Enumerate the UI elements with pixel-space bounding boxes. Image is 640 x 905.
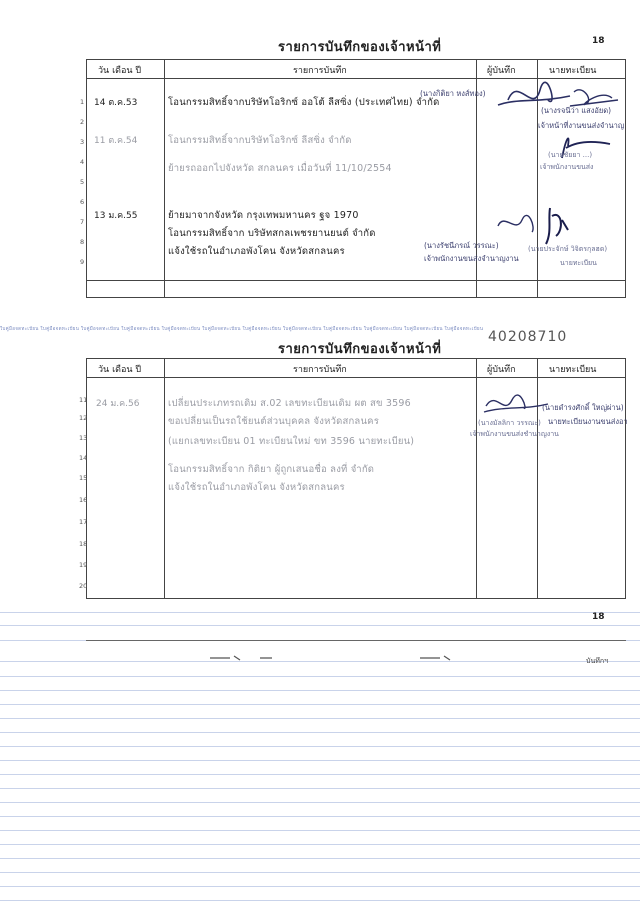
page-title: รายการบันทึกของเจ้าหน้าที่ [278, 342, 442, 357]
signature-title: เจ้าหน้าที่งานขนส่งจำนาญ [538, 121, 625, 130]
signature-name: (นายประจักษ์ วิจิตรกุลฮด) [528, 245, 608, 253]
page-title: รายการบันทึกของเจ้าหน้าที่ [278, 40, 442, 55]
record-entry-line: (แยกเลขทะเบียน 01 ทะเบียนใหม่ ขท 3596 นายทะเบียน) [168, 436, 415, 447]
signature-title: นายทะเบียน [560, 259, 597, 267]
signature-name: (นายชัยยา ...) [548, 151, 593, 159]
column-header-entry: รายการบันทึก [293, 66, 347, 76]
record-date: 14 ต.ค.53 [94, 98, 138, 108]
column-header-entry: รายการบันทึก [293, 365, 347, 375]
line-number: 20 [79, 582, 88, 590]
record-entry-line: แจ้งใช้รถในอำเภอพังโคน จังหวัดสกลนคร [168, 482, 345, 493]
line-number: 14 [79, 454, 88, 462]
record-date: 13 ม.ค.55 [94, 211, 138, 221]
line-number: 15 [79, 474, 88, 482]
signature-title: นายทะเบียนงานขนส่งอา [548, 417, 628, 426]
record-date: 11 ต.ค.54 [94, 136, 138, 146]
record-entry-line: ขอเปลี่ยนเป็นรถใช้ยนต์ส่วนบุคคล จังหวัดสกลนคร [168, 416, 380, 427]
record-entry-line: แจ้งใช้รถในอำเภอพังโคน จังหวัดสกลนคร [168, 246, 345, 257]
column-header-registrar: นายทะเบียน [549, 365, 597, 375]
column-header-registrar: นายทะเบียน [549, 66, 597, 76]
line-number: 13 [79, 434, 88, 442]
line-number: 18 [79, 540, 88, 548]
record-entry-line: โอนกรรมสิทธิ์จากบริษัทโอริกซ์ ออโต้ ลีสซิ่ง (ประเทศไทย) จำกัด [168, 97, 440, 108]
column-header-recorder: ผู้บันทึก [487, 365, 516, 375]
signature-title: เจ้าพนักงานขนส่งชำนาญงาน [470, 430, 559, 438]
line-number: 11 [79, 396, 88, 404]
record-entry-line: ย้ายมาจากจังหวัด กรุงเทพมหานคร ฐจ 1970 [168, 210, 359, 221]
record-date: 24 ม.ค.56 [96, 399, 140, 409]
line-number: 12 [79, 414, 88, 422]
line-number: 19 [79, 561, 88, 569]
record-entry-line: โอนกรรมสิทธิ์จากบริษัทโอริกซ์ ลีสซิ่ง จำกัด [168, 135, 352, 146]
signature-name: (นางมัลลิกา วรรณะ) [478, 419, 541, 427]
bottom-page-marker: 18 [592, 612, 605, 622]
signature-name: (นางกิติยา หงส์ทอง) [420, 89, 486, 98]
record-entry-line: โอนกรรมสิทธิ์จาก บริษัทสกลเพชรยานยนต์ จำกัด [168, 228, 376, 239]
overlap-number: 40208710 [488, 329, 568, 345]
cropped-text-fragment [200, 650, 460, 664]
registration-book-band: ใบคู่มือจดทะเบียน ใบคู่มือจดทะเบียน ใบคู่มือจดทะเบียน ใบคู่มือจดทะเบียน ใบคู่มือจดทะเบียน ใบคู่มือจดทะเบียน ใบคู่มือจดทะเบียน ใบคู่มือจดทะเบียน ใบคู่มือจดทะเบียน ใบคู่มือจดทะเบียน ใบคู่มือจดทะเบียน ใบคู่มือจดทะเบียน [0, 327, 484, 332]
line-number: 16 [79, 496, 88, 504]
page-marker: 18 [592, 36, 605, 46]
signature-title: เจ้าพนักงานขนส่งจำนาญงาน [424, 254, 519, 263]
column-header-date: วัน เดือน ปี [98, 66, 142, 76]
signature-name: (นางรจนีว่า แสงอัยด) [541, 106, 612, 115]
column-header-date: วัน เดือน ปี [98, 365, 142, 375]
bottom-fragment-text: บันทึกฯ [586, 657, 609, 665]
record-entry-line: เปลี่ยนประเภทรถเดิม ส.02 เลขทะเบียนเดิม ผต สข 3596 [168, 398, 411, 409]
signature-name: (นางรัชนีภรณ์ วรรณะ) [424, 241, 499, 250]
signature-title: เจ้าพนักงานขนส่ง [540, 163, 594, 171]
line-number: 17 [79, 518, 88, 526]
record-entry-line: โอนกรรมสิทธิ์จาก กิติยา ผู้ถูกเสนอชื่อ ลงที่ จำกัด [168, 464, 375, 475]
record-entry-line: ย้ายรถออกไปจังหวัด สกลนคร เมื่อวันที่ 11/10/2554 [168, 163, 392, 174]
signature-name: (นายดำรงศักดิ์ ใหญ่ผ่าน) [542, 403, 624, 412]
column-header-recorder: ผู้บันทึก [487, 66, 516, 76]
